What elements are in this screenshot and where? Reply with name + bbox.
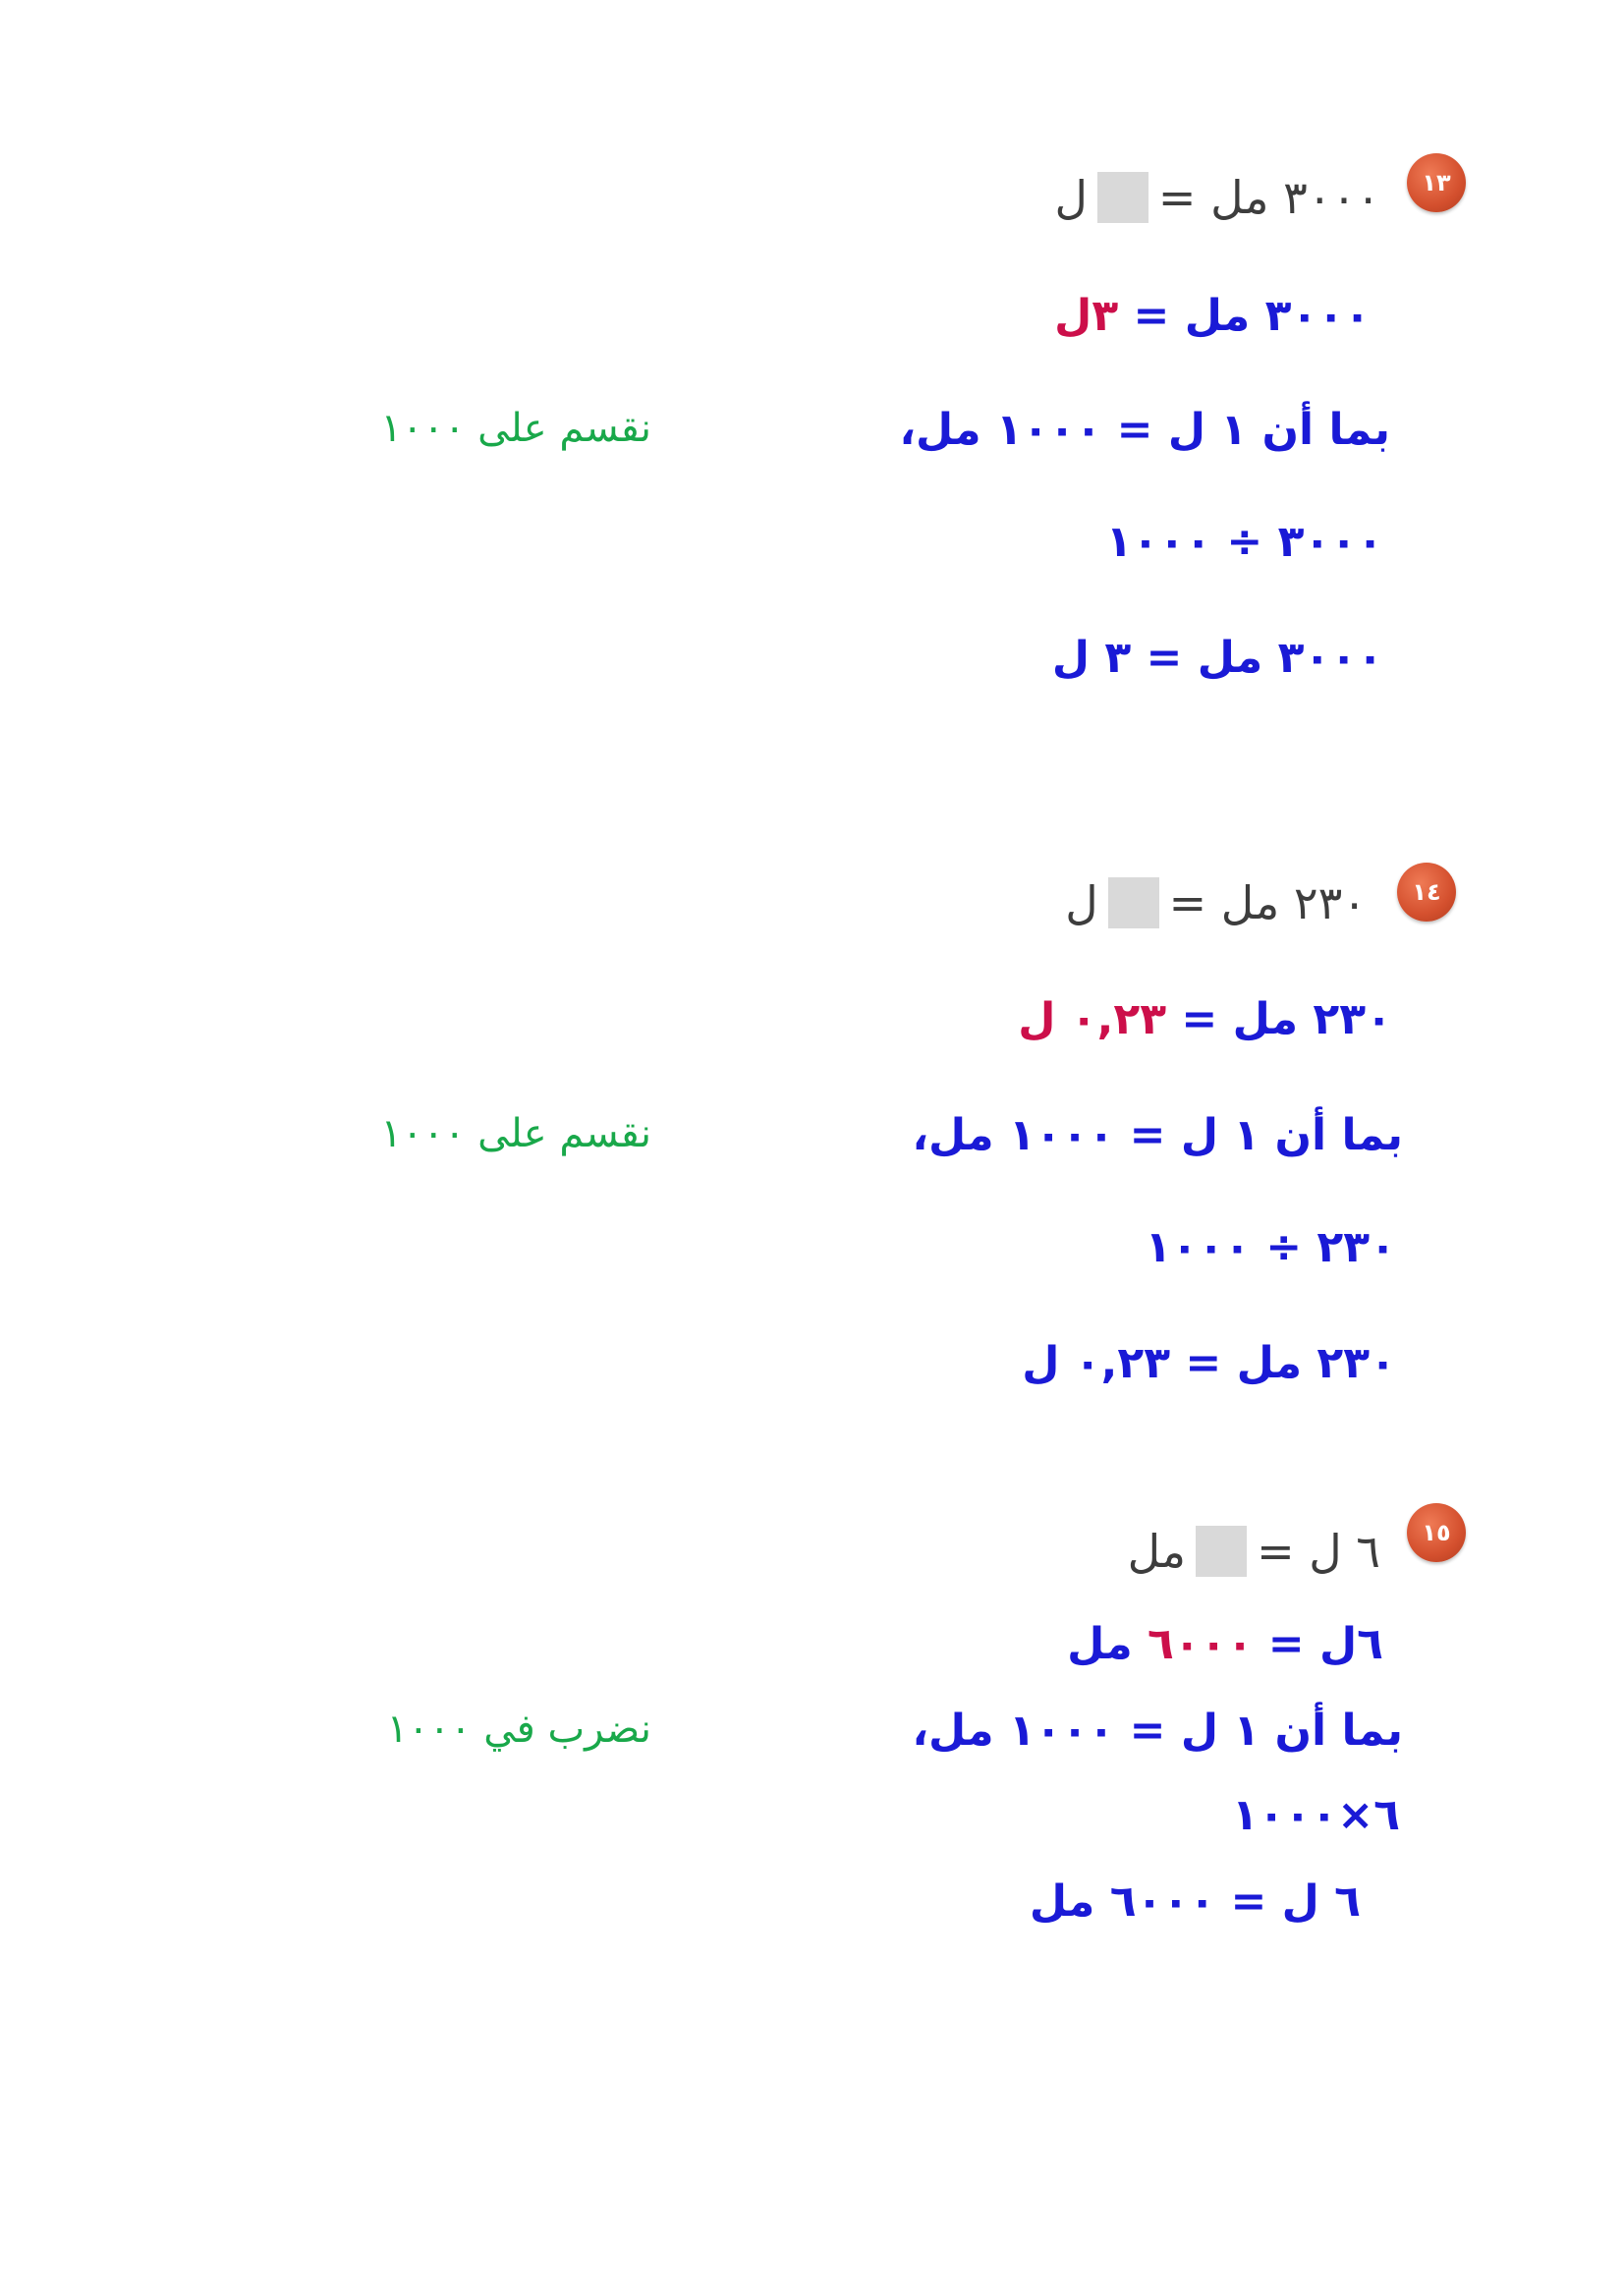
question-line xyxy=(1127,1525,1380,1581)
method-note: نقسم على ١٠٠٠ xyxy=(380,406,651,451)
answer-blank-box xyxy=(1097,172,1148,223)
answer-lhs: ٦ل = xyxy=(1267,1619,1383,1669)
question-line xyxy=(1065,876,1367,932)
result-line: ٣٠٠٠ مل = ٣ ل xyxy=(1051,633,1383,683)
question-right: ل xyxy=(1065,876,1098,929)
answer-line xyxy=(1067,1619,1383,1669)
result-line: ٢٣٠ مل = ٠,٢٣ ل xyxy=(1022,1338,1396,1388)
problem-number: ١٥ xyxy=(1422,1519,1451,1546)
question-left: ٣٠٠٠ مل = xyxy=(1157,171,1380,224)
problem-number-badge xyxy=(1397,863,1456,922)
question-left: ٦ ل = xyxy=(1257,1525,1380,1578)
question-left: ٢٣٠ مل = xyxy=(1168,876,1367,929)
method-note: نضرب في ١٠٠٠ xyxy=(386,1707,651,1752)
question-right: ل xyxy=(1054,171,1088,224)
since-statement: بما أن ١ ل = ١٠٠٠ مل، xyxy=(912,1706,1403,1756)
answer-value: ٣ل xyxy=(1054,291,1119,341)
question-right: مل xyxy=(1127,1525,1187,1578)
answer-unit: مل xyxy=(1067,1619,1133,1669)
operation-line: ٦×١٠٠٠ xyxy=(1231,1790,1400,1840)
problem-number-badge xyxy=(1407,1503,1466,1562)
operation-line: ٢٣٠ ÷ ١٠٠٠ xyxy=(1145,1222,1396,1272)
answer-value: ٠,٢٣ ل xyxy=(1018,994,1167,1044)
answer-line xyxy=(1018,994,1392,1044)
answer-blank-box xyxy=(1108,877,1159,928)
answer-lhs: ٣٠٠٠ مل = xyxy=(1133,291,1371,341)
answer-blank-box xyxy=(1196,1526,1247,1577)
problem-number: ١٤ xyxy=(1412,878,1441,906)
operation-line: ٣٠٠٠ ÷ ١٠٠٠ xyxy=(1105,517,1383,567)
question-line xyxy=(1054,171,1380,227)
since-statement: بما أن ١ ل = ١٠٠٠ مل، xyxy=(912,1110,1403,1160)
answer-lhs: ٢٣٠ مل = xyxy=(1181,994,1392,1044)
answer-line xyxy=(1054,291,1371,341)
problem-number: ١٣ xyxy=(1422,169,1451,196)
problem-number-badge xyxy=(1407,153,1466,212)
result-line: ٦ ل = ٦٠٠٠ مل xyxy=(1029,1876,1361,1927)
answer-value: ٦٠٠٠ xyxy=(1148,1619,1254,1669)
method-note: نقسم على ١٠٠٠ xyxy=(380,1111,651,1156)
since-statement: بما أن ١ ل = ١٠٠٠ مل، xyxy=(899,405,1390,455)
